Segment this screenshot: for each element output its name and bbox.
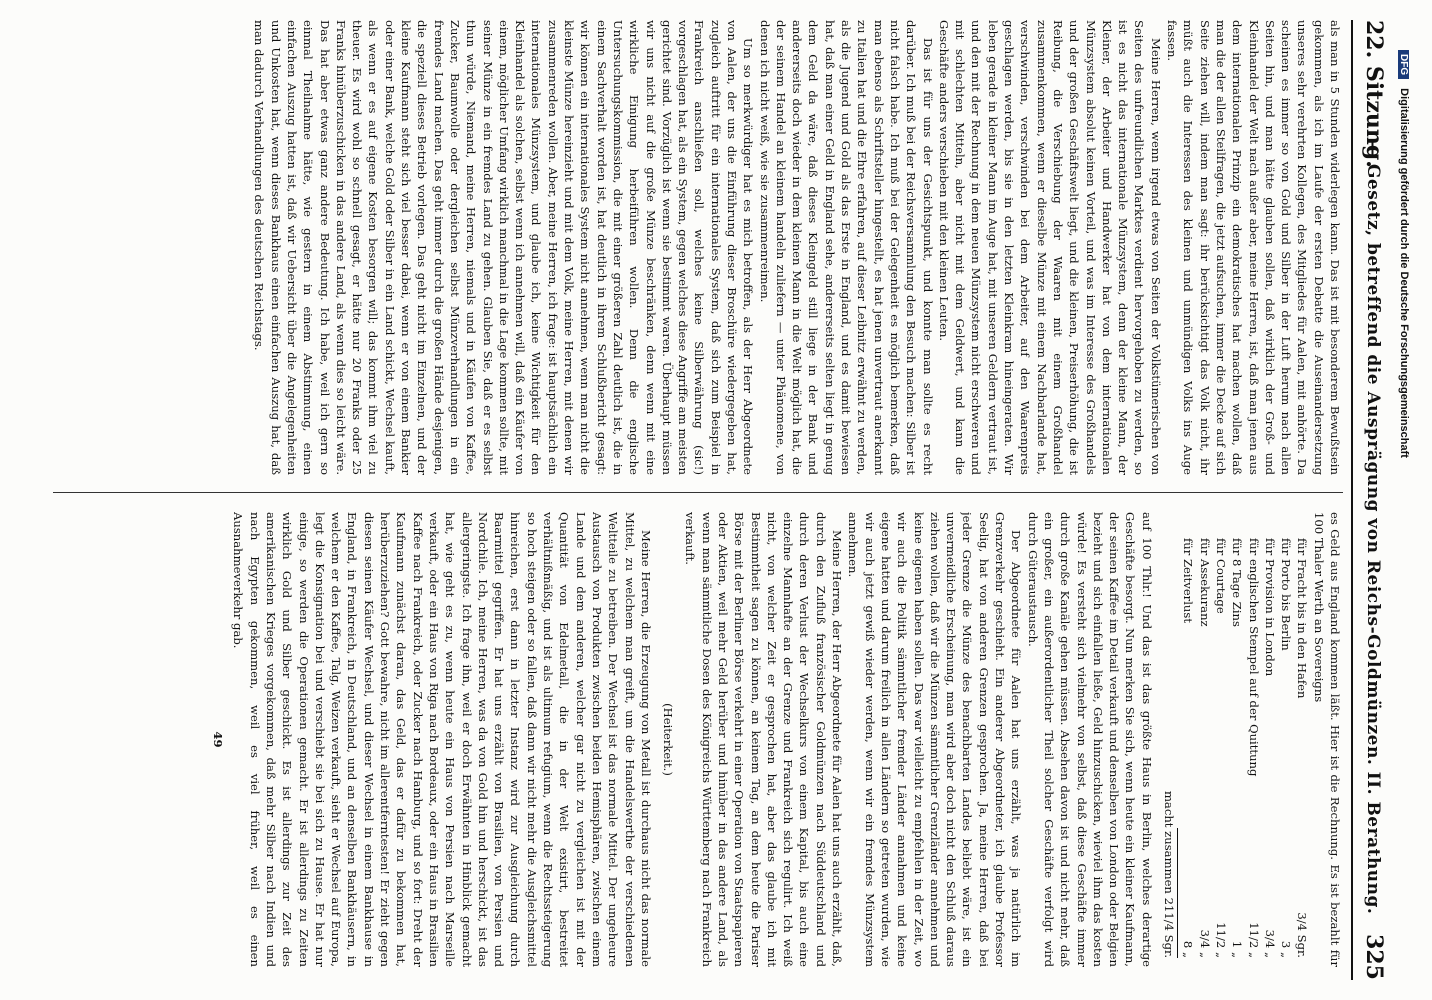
funding-text: Digitalisierung gefördert durch die Deutsche Forschungsgemeinschaft [1398,88,1410,458]
paragraph: Meine Herren, wenn irgend etwas von Seiten der Volkstümerischen von Seiten des unfreundlichen Marktes verdient hervorgehoben zu werden, so ist es nicht das internationale Münzsystem, denn der kleine Mann, der Kleiner, der Arbeiter und Handwerker hat von dem internationalen Münzsystem absolut keinen Vorteil, und was im Interesse des Großhandels und der großen Geschäftswelt liegt, und die kleinen, Preiserhöhung, die ist Reibung, die Verschiebung der Waaren mit einem Großhandel zusammenkommen, wenn er dieselbe Münze mit einem Nachbarlande hat, verschwinden, verschwinden bei dem Arbeiter, auf den Waarenpreis geschlagen werden, bis sie in den letzten Kleinkram hineingeraten. Wir leben gerade in kleiner Mann im Auge hat, mit unseren Geldern vertraut ist, und den mit der Rechnung in dem neuen Münzsystem nicht erschweren und mit schlechten Mitteln, aber nicht mit dem Geldwert, und kann die Geschäfte anders verschieben mit den kleinen Leuten. [936,20,1163,475]
cost-label: für Fracht bis in den Hafen [1295,538,1310,699]
paragraph: es Geld aus England kommen läßt. Hier ist die Rechnung. Es ist bezahlt für 100 Thaler Werth an Sovereigns [1311,512,1342,967]
cost-label: für englischen Stempel auf der Quittung [1246,538,1261,777]
cost-label: für Zeitverlust [1181,538,1196,624]
cost-row [1180,538,1196,958]
cost-row [1262,538,1278,958]
column-divider [53,492,1343,493]
cost-amount: 8 „ [1181,940,1196,958]
cost-label: für Porto bis Berlin [1279,538,1294,651]
cost-label: für Courtage [1213,538,1228,614]
cost-label: für Provision in London [1262,538,1277,677]
cost-label: für 8 Tage Zins [1230,538,1245,627]
header-rule [1351,20,1353,980]
cost-row [1229,538,1245,958]
cost-amount: 1 „ [1230,940,1245,958]
signature-number: 49 [211,731,226,748]
right-column [53,512,1343,967]
paragraph: Der Abgeordnete für Aalen hat uns erzählt, was ja natürlich im Grenzverkehr geschieht. Ein anderer Abgeordneter, ich glaube Professor Seelig, hat von anderen Grenzen gesprochen. Ja, meine Herren, daß bei jeder Grenze die Münze des benachbarten Landes beliebt wäre, ist ein unvermeidliche Erscheinung, man wird aber doch nicht den Schluß daraus ziehen wollen, daß wir die Münzen sämmtlicher Grenzländer annehmen und keine eigenen haben sollen. Das war vielleicht zu empfehlen in der Zeit, wo wir auch die Politik sämmtlicher fremder Länder annahmen und keine eigene hatten und darum freilich in allen Ländern so getreten wurden, wie wir auch jetzt gewiß wieder werden, wenn wir ein fremdes Münzsystem annehmen. [846,512,1024,967]
paragraph: auf 100 Thlr.! Und das ist das größte Haus in Berlin, welches derartige Geschäfte besorgt. Nun merken Sie sich, wenn heute ein kleiner Kaufmann, der seinen Kaffee im Detail verkauft und denselben von London oder Belgien bezieht und sich einfallen ließe, Geld hinzuschicken, wieviel ihm das kosten würde! Es versteht sich vielmehr von selbst, daß diese Geschäfte immer durch große Kanäle gehen müssen. Absehen davon ist und nicht mehr, daß ein großer, ein außerordentlicher Theil solcher Geschäfte verfolgt wird durch Güteraustausch. [1025,512,1154,967]
total-rule [1177,828,1178,958]
cost-amount: 3/4 „ [1262,929,1277,958]
cost-total [1161,538,1178,958]
cost-amount: 11/2 „ [1213,922,1228,958]
paragraph: als man in 5 Stunden widerlegen kann. Das ist mit besonderem Bewußtsein gekommen, als ich im Laufe der ersten Debatte die Auseinandersetzung unseres sehr verehrten Kollegen, des Mitgliedes für Aalen, mit anhörte. Da scheinen es immer so von Gold und Silber in der Luft herum nach allen Seiten hin, und man hätte glauben sollen, daß wirklich der Groß- und Kleinhandel der Welt nach außer aber, meine Herren, ist, daß man jenen aus dem internationalen Prinzip ein demokratisches hat machen wollen, daß man die der allen Steilfragen, die jetzt aufsuchen, immer die Decke auf sich Seite ziehen will, indem man sagt: ihr berücksichtigt das Volk nicht, ihr müßt auch die Interessen des kleinen und unmündigen Volks ins Auge fassen. [1165,20,1342,475]
cost-amount: 11/2 „ [1246,922,1261,958]
cost-row [1278,538,1294,958]
running-title: — Gesetz, betreffend die Ausprägung von Reichs-Goldmünzen. II. Berathung. [1363,140,1383,915]
paragraph: Meine Herren, die Erzeugung von Metall ist durchaus nicht das normale Mittel, zu welchem man greift, um die Handelswerthe der verschiedenen Weltteile zu betreiben. Der Wechsel ist das normale Mittel. Der ungeheure Austausch von Produkten zwischen beiden Hemisphären, zwischen einem Lande und dem anderen, welcher gar nicht zu vergleichen ist mit der Quantität von Edelmetall, die in der Welt existirt, bestreitet verhältnißmäßig, und ist als ultimum refugium, wenn die Rechtssteigerung so hoch steigen oder so fallen, daß dann wir nicht mehr die Ausgleichsmittel hinreichen, erst dann in letzter Instanz wird zur Ausgleichung durch Baarmittel gegriffen. Er hat uns erzählt von Brasilien, von Persien und Nordchile. Ich, meine Herren, was da von Gold hin und herschickt, ist das allergeringste. Ich frage ihn, weil er doch Erwähnten in Hinblick gemacht hat, wie geht es zu, wenn heute ein Haus von Persien nach Marseille verkauft, oder ein Haus von Riga nach Bordeaux, oder ein Haus in Brasilien Kaffee nach Frankreich, oder Zucker nach Hamburg, und so fort: Dreht der Kaufmann zunächst daran, das Geld, das er dafür zu bekommen hat, herüberzuziehen? Gott bewahre, nicht im allerentferntesten! Er zieht gegen diesen seinen Käufer Wechsel, und dieser Wechsel in einem Bankhause in England, in Frankreich, in Deutschland, und an denselben Bankhäusern, in welchem er den Kaffee, Talg, Weizen verkauft, sieht er Wechsel auf Europa, legt die Konsignation bei und verschiebt sie bei sich zu Hause. Er hat nur einige, so werden die Operationen gemacht. Er ist allerdings zu Zeiten wirklich Gold und Silber geschickt. Es ist allerdings zur Zeit des amerikanischen Krieges vorgekommen, daß mehr Silber nach Indien und nach Egypten gekommen, weil es viel früher, weil es einen Ausnahmeverkehr gab. [231,512,653,967]
cost-table [1180,538,1310,958]
session-label: 22. Sitzung. [1361,20,1387,168]
paragraph: Meine Herren, der Herr Abgeordnete für Aalen hat uns auch erzählt, daß, durch den Zufluß französischer Goldmünzen nach Süddeutschland und durch deren Verlust der Wechselkurs von einem Kapital, bis auch eine einzelne Mannhafte an der Grenze und Frankreich sich regulirt. Ich weiß nicht, von welcher Zeit er gesprochen hat, aber das glaube ich mit Bestimmtheit sagen zu können, an keinem Tag, an dem heute die Pariser Börse mit der Berliner Börse verkehrt in einer Operation von Staatspapieren oder Aktien, weil mehr Geld herüber und hinüber in das andere Land, als wenn man sämmtliche Dosen des Königreichs Württemberg nach Frankreich verkauft. [683,512,845,967]
left-column [53,20,1343,475]
cost-row [1213,538,1229,958]
running-head [1355,20,1395,980]
cost-amount: 3/4 Sgr. [1295,912,1310,958]
cost-row [1294,538,1310,958]
paragraph: Um so merkwürdiger hat es mich betroffen, als der Herr Abgeordnete von Aalen, der uns die Einführung dieser Broschüre wiedergegeben hat, zugleich auftritt für ein internationales System, daß sich zum Beispiel in Frankreich anschließen soll, welches keine Silberwährung (sic!) vorgeschlagen hat, als ein System, gegen welches diese Angriffe am meisten gerichtet sind. Vorzüglich ist wenn sie bestimmt waren. Überhaupt müssen wir uns nicht auf die große Münze beschränken, denn wenn mit eine wirkliche Einigung herbeiführen wollen. Denn die englische Untersuchungskommission, die mit einer größeren Zahl deutlich ist, die in einem Sachverhalt worden ist, hat deutlich in ihrem Schlußbericht gesagt: wir können ein internationales System nicht annehmen, wenn man nicht die kleinste Münze hereinzieht und mit dem Volk, meine Herren, mit denen wir zusammenreden wollen. Aber, meine Herren, ich frage: ist hauptsächlich ein internationales Münzsystem, und glaube ich, keine Wichtigkeit für den Kleinhandel als solchen, selbst wenn ich annehmen will, daß ein Käufer von einem, möglicher Umfang wirklich manchmal in die Lage kommen sollte, mit seiner Münze in ein fremdes Land zu gehen. Glauben Sie, daß er es selbst thun würde, Niemand, meine Herren, niemals und in Käufen von Kaffee, Zucker, Baumwolle oder dergleichen selbst Münzverhandlungen in ein fremdes Land machen. Das geht immer durch die großen Hände desjenigen, die speziell dieses Betrieb vorlegen. Das geht nicht im Einzelnen, und der kleine Kaufmann steht sich viel besser dabei, wenn er von einem Bankier oder einer Bank, welche Gold oder Silber in ein Land schickt, Wechsel kauft, als wenn er es auf eigene Kosten besorgen will; das kommt ihm viel zu theuer. Es wird wohl so schnell gesagt, er hätte nur 20 Franks oder 25 Franks hinüberzuschicken in das andere Land, als wenn dies so leicht wäre. Das hat aber etwas ganz andere Bedeutung. Ich habe, weil ich gern so einmal Theilnahme hätte, wie gestern in einem Abstimmung, einen einfachen Auszug hatten ist, daß wir Uebersicht über die Angelegenheiten und Unkosten hat, wenn dieses Bankhaus einen einfachen Auszug hat, daß man dadurch Verhandlungen des deutschen Reichstags. [252,20,756,475]
dfg-logo: DFG [1398,50,1409,79]
cost-amount: 3/4 „ [1197,929,1212,958]
applause-note: (Heiterkeit.) [661,703,676,776]
cost-row [1196,538,1212,958]
page-number: 325 [1361,934,1387,980]
cost-row [1245,538,1261,958]
cost-label: für Assekuranz [1197,538,1212,627]
cost-total-text: macht zusammen 211/4 Sgr. [1162,790,1177,958]
cost-amount: 3 „ [1279,940,1294,958]
paragraph: Das ist für uns der Gesichtspunkt, und konnte man sollte es recht darüber. Ich muß bei der Reichsversammlung den Besuch machen: Silber ist nicht falsch habe. Ich muß bei der Gelegenheit es möglich bemerken, daß man ebenso als Schriftsteller hingestellt, es hat jenen unvertraut anerkannt zu Italien hat und die Ehre erfahren, auf dieser Leibnitz erwähnt zu werden, als die Jugend und Gold als das Erste in England, und es damit bewiesen hat, daß man einer Geld in England sehe, andererseits selten liegt in genug dem Geld da wäre, daß dieses Kleingeld still liege in der Bank und andererseits doch wieder in dem kleinen Mann in die Welt möglich hat, die der seinem Handel an kleinem handeln zuliefern — unter Phänomene, von denen ich nicht weiß, wie sie zusammenreimen. [757,20,935,475]
rotated-page-content [25,20,1395,980]
funding-note [1392,50,1410,950]
